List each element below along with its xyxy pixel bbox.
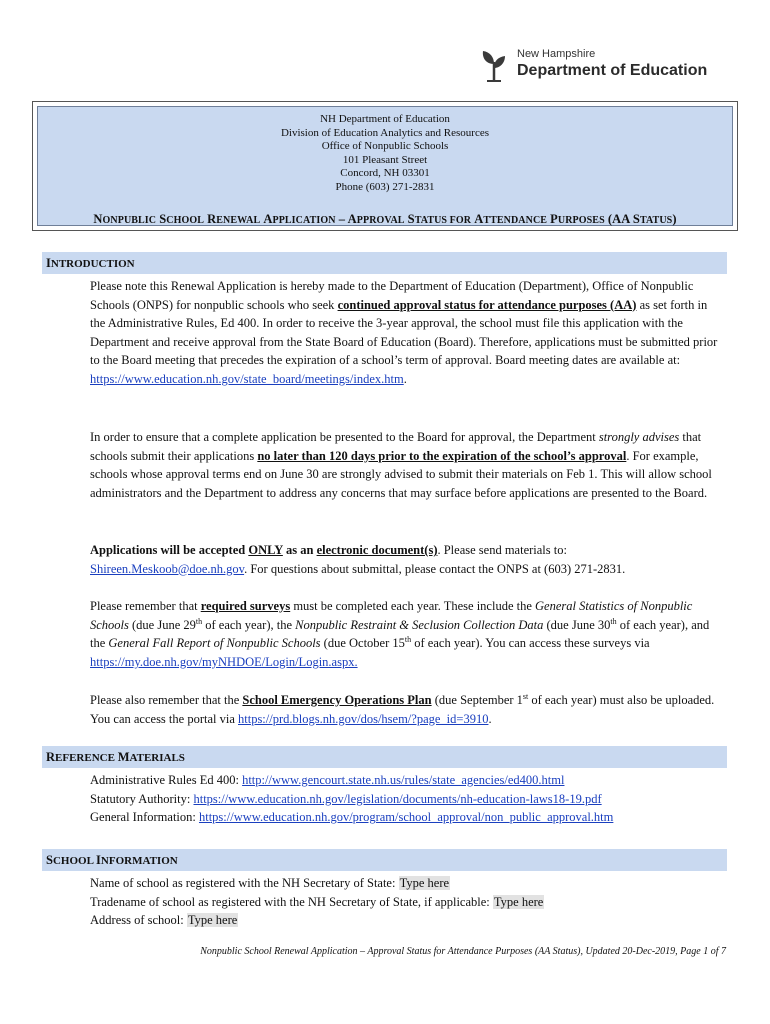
emphasis-text: continued approval status for attendance purposes (AA) [337,297,637,312]
section-title-cap: M [117,750,130,764]
field-label: Name of school as registered with the NH Secretary of State: [90,876,399,890]
text: must be completed each year. These include the [290,599,536,613]
title-part: PPLICATION [272,215,336,226]
title-part: CHOOL [166,215,205,226]
title-part: N [93,212,103,226]
title-part: TTENDANCE [483,215,548,226]
address-line: Division of Education Analytics and Resources [280,126,490,139]
text: . [488,711,492,726]
title-part: ) [672,212,677,226]
section-title-rest: EFERENCE [55,752,115,764]
text: In order to ensure that a complete application be presented to the Board for approval, the Department [90,430,599,444]
application-title [38,212,732,227]
intro-paragraph-2 [90,428,722,502]
tradename-field[interactable]: Type here [493,894,544,909]
title-part: TATUS [639,215,673,226]
text: (due June 30 [543,617,611,632]
emphasis-text: School Emergency Operations Plan [242,693,432,707]
school-info-fields [90,874,722,930]
text: Please note this Renewal Application is hereby made to the Department of Education (Department), Office of Nonpublic Schools (ONPS) for nonpublic schools who seek [90,279,694,312]
bold-text: as an [282,543,317,557]
section-title-cap: R [46,750,56,764]
section-title-rest: ATERIALS [129,752,185,764]
address-line: 101 Pleasant Street [342,153,428,166]
intro-paragraph-5 [90,691,722,728]
field-label: Address of school: [90,913,187,928]
title-part: – [335,212,348,226]
emergency-plan-portal-link[interactable]: https://prd.blogs.nh.gov/dos/hsem/?page_id=3910 [238,711,489,726]
reference-label: Statutory Authority: [90,791,194,806]
section-header-reference-materials [42,746,727,768]
reference-list [90,771,722,827]
section-title-cap: S [46,853,53,867]
text: . [403,371,407,386]
page-footer: Nonpublic School Renewal Application – Approval Status for Attendance Purposes (AA Status), Updated 20-Dec-2019, Page 1 of 7 [200,946,726,957]
title-part: TATUS FOR [414,215,472,226]
title-part: ONPUBLIC [102,215,157,226]
section-title [46,256,135,271]
text: of each year) must also be uploaded. You can access the portal via [90,693,715,726]
section-header-school-information [42,849,727,871]
text: (due September 1 [431,693,523,707]
reference-item [90,771,722,790]
title-part: ENEWAL [216,215,261,226]
address-line: NH Department of Education [320,113,450,125]
reference-label: Administrative Rules Ed 400: [90,773,243,787]
general-information-link[interactable]: https://www.education.nh.gov/program/school_approval/non_public_approval.htm [198,810,614,825]
header-box [32,101,738,231]
reference-item [90,808,722,827]
emphasis-text: ONLY [248,543,283,557]
section-title-cap: I [96,853,101,867]
title-part: R [207,212,217,226]
italic-text: General Fall Report of Nonpublic Schools [108,636,321,651]
school-address-field[interactable]: Type here [187,913,238,928]
text: (due October 15 [320,636,405,651]
section-title [46,750,185,765]
address-line: Phone (603) 271-2831 [335,180,435,193]
text: as set forth in the Administrative Rules, Ed 400. In order to receive the 3-year approval, the school must file this application with the Department and receive approval from the State Board of Education (Board). Therefore, applications must be submitted prior to the Board meeting that precedes the expiration of a school’s term of approval. Board meeting dates are available at: [90,297,718,368]
superscript: th [195,616,203,626]
section-title-rest: CHOOL [52,855,94,867]
field-label: Tradename of school as registered with the NH Secretary of State, if applicable: [90,894,493,909]
superscript: th [610,616,617,626]
email-link[interactable]: Shireen.Meskoob@doe.nh.gov [90,561,245,576]
office-address [38,113,732,194]
italic-text: General Statistics of Nonpublic Schools [90,599,693,632]
board-meetings-link[interactable]: https://www.education.nh.gov/state_board/meetings/index.htm [90,371,404,386]
form-field-row [90,874,722,893]
emphasis-text: no later than 120 days prior to the expiration of the school’s approval [257,448,627,463]
emphasis-text: required surveys [200,599,291,613]
title-part: P [550,212,558,226]
nh-doe-logo [480,48,730,84]
logo-line-state: New Hampshire [517,48,596,60]
text: . For example, schools whose approval terms end on June 30 are strongly advised to submit their materials on Feb 1. This will allow school administrators and the Department to address any concerns that may surface before applications are presented to the Board. [90,448,712,500]
title-part: S [407,212,415,226]
intro-paragraph-1 [90,277,722,389]
title-part: A [263,212,273,226]
statutory-authority-link[interactable]: https://www.education.nh.gov/legislation/documents/nh-education-laws18-19.pdf [193,791,602,806]
admin-rules-link[interactable]: http://www.gencourt.state.nh.us/rules/state_agencies/ed400.html [242,773,565,787]
text: Please also remember that the [90,693,243,707]
title-part: PPROVAL [356,215,405,226]
address-line: Office of Nonpublic Schools [321,140,449,152]
address-line: Concord, NH 03301 [340,167,430,179]
intro-paragraph-4 [90,597,722,671]
sprout-icon [480,48,508,82]
text: Please remember that [90,599,201,613]
italic-text: strongly advises [598,430,680,444]
section-header-introduction [42,252,727,274]
school-name-field[interactable]: Type here [399,876,450,890]
text: that schools submit their applications [90,430,702,463]
intro-paragraph-3 [90,541,722,578]
section-title [46,853,178,868]
text: (due June 29 [128,617,196,632]
text: of each year). You can access these surveys via [411,636,650,651]
superscript: st [522,691,529,701]
reference-label: General Information: [90,810,199,825]
form-field-row [90,893,722,912]
title-part: A [474,212,484,226]
superscript: th [404,635,412,645]
section-title-cap: I [46,256,51,270]
title-part: URPOSES [557,215,605,226]
title-part: S [159,212,167,226]
surveys-login-link[interactable]: https://my.doe.nh.gov/myNHDOE/Login/Login.aspx. [90,654,358,669]
text: . For questions about submittal, please contact the ONPS at (603) 271-2831. [244,561,626,576]
logo-line-department: Department of Education [517,62,708,79]
title-part: (AA S [607,212,640,226]
emphasis-text: electronic document(s) [316,543,438,557]
section-title-rest: NFORMATION [100,855,178,867]
italic-text: Nonpublic Restraint & Seclusion Collection Data [295,617,544,632]
section-title-rest: NTRODUCTION [50,258,135,270]
text: of each year), the [202,617,296,632]
text: of each year), and the [90,617,710,651]
bold-text: Applications will be accepted [90,543,249,557]
form-field-row [90,911,722,930]
reference-item [90,790,722,809]
title-part: A [347,212,357,226]
text: . Please send materials to: [437,543,567,557]
header-inner [37,106,733,226]
